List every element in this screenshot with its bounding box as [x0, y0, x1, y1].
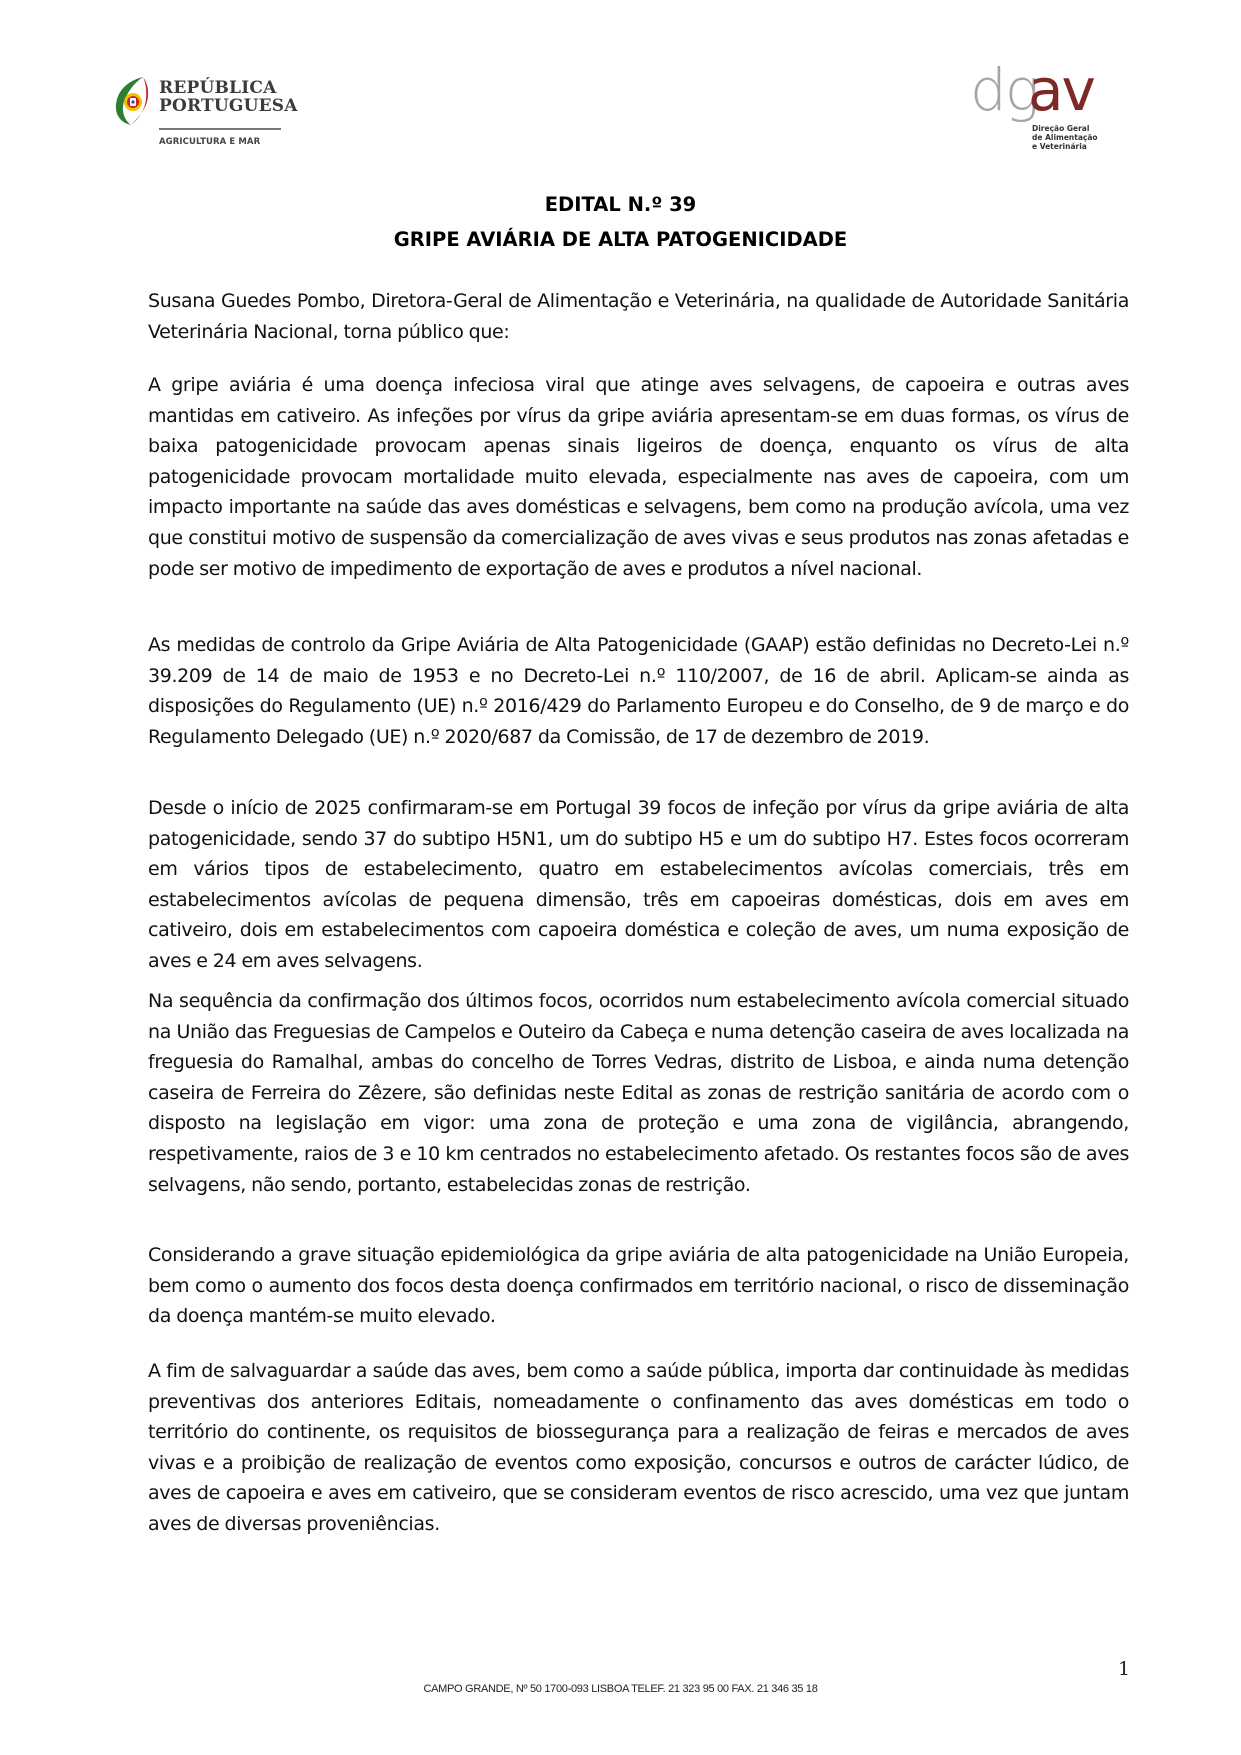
dgav-mark-gray: dg	[970, 56, 1038, 124]
document-subtitle: GRIPE AVIÁRIA DE ALTA PATOGENICIDADE	[393, 228, 848, 251]
dgav-name-line-1: Direção Geral	[1032, 124, 1090, 133]
paragraph-preventive-measures: A fim de salvaguardar a saúde das aves, bem como a saúde pública, importa dar continuidade às medidas preventivas dos anteriores Editais, nomeadamente o confinamento das aves domésticas em todo o território do continente, os requisitos de biossegurança para a realização de feiras e mercados de aves vivas e a proibição de realização de eventos como exposição, concursos e outros de carácter lúdico, de aves de capoeira e aves em cativeiro, que se consideram eventos de risco acrescido, uma vez que juntam aves de diversas proveniências.	[148, 1360, 1129, 1535]
paragraph-disease-description: A gripe aviária é uma doença infeciosa viral que atinge aves selvagens, de capoeira e outras aves mantidas em cativeiro. As infeções por vírus da gripe aviária apresentam-se em duas formas, os vírus de baixa patogenicidade provocam apenas sinais ligeiros de doença, enquanto os vírus de alta patogenicidade provocam mortalidade muito elevada, especialmente nas aves de capoeira, com um impacto importante na saúde das aves domésticas e selvagens, bem como na produção avícola, uma vez que constitui motivo de suspensão da comercialização de aves vivas e seus produtos nas zonas afetadas e pode ser motivo de impedimento de exportação de aves e produtos a nível nacional.	[148, 374, 1129, 580]
footer-address: CAMPO GRANDE, Nº 50 1700-093 LISBOA TELEF. 21 323 95 00 FAX. 21 346 35 18	[423, 1683, 818, 1695]
document-title: EDITAL N.º 39	[544, 193, 697, 216]
ministry-name: AGRICULTURA E MAR	[159, 137, 261, 147]
logo-line-2: PORTUGUESA	[159, 96, 298, 116]
dgav-mark-red: av	[1028, 56, 1094, 124]
republica-portuguesa-wordmark	[159, 79, 298, 115]
dgav-name-line-3: e Veterinária	[1032, 142, 1087, 151]
portugal-emblem-icon	[113, 75, 151, 127]
paragraph-risk-assessment: Considerando a grave situação epidemiológica da gripe aviária de alta patogenicidade na União Europeia, bem como o aumento dos focos desta doença confirmados em território nacional, o risco de disseminação da doença mantém-se muito elevado.	[148, 1244, 1129, 1328]
paragraph-restriction-zones: Na sequência da confirmação dos últimos focos, ocorridos num estabelecimento avícola comercial situado na União das Freguesias de Campelos e Outeiro da Cabeça e numa detenção caseira de aves localizada na freguesia do Ramalhal, ambas do concelho de Torres Vedras, distrito de Lisboa, e ainda numa detenção caseira de Ferreira do Zêzere, são definidas neste Edital as zonas de restrição sanitária de acordo com o disposto na legislação em vigor: uma zona de proteção e uma zona de vigilância, abrangendo, respetivamente, raios de 3 e 10 km centrados no estabelecimento afetado. Os restantes focos são de aves selvagens, não sendo, portanto, estabelecidas zonas de restrição.	[148, 990, 1129, 1196]
republica-portuguesa-logo	[113, 75, 298, 155]
logo-line-1: REPÚBLICA	[159, 78, 277, 98]
logo-divider	[159, 128, 281, 130]
paragraph-legal-framework: As medidas de controlo da Gripe Aviária de Alta Patogenicidade (GAAP) estão definidas no Decreto-Lei n.º 39.209 de 14 de maio de 1953 e no Decreto-Lei n.º 110/2007, de 16 de abril. Aplicam-se ainda as disposições do Regulamento (UE) n.º 2016/429 do Parlamento Europeu e do Conselho, de 9 de março e do Regulamento Delegado (UE) n.º 2020/687 da Comissão, de 17 de dezembro de 2019.	[148, 634, 1129, 748]
paragraph-outbreak-summary: Desde o início de 2025 confirmaram-se em Portugal 39 focos de infeção por vírus da gripe aviária de alta patogenicidade, sendo 37 do subtipo H5N1, um do subtipo H5 e um do subtipo H7. Estes focos ocorreram em vários tipos de estabelecimento, quatro em estabelecimentos avícolas comerciais, três em estabelecimentos avícolas de pequena dimensão, três em capoeiras domésticas, dois em aves em cativeiro, dois em estabelecimentos com capoeira doméstica e coleção de aves, um numa exposição de aves e 24 em aves selvagens.	[148, 797, 1129, 972]
dgav-logo	[970, 56, 1110, 158]
paragraph-intro: Susana Guedes Pombo, Diretora-Geral de Alimentação e Veterinária, na qualidade de Autoridade Sanitária Veterinária Nacional, torna público que:	[148, 290, 1129, 343]
dgav-full-name	[1032, 124, 1098, 151]
page-number: 1	[1118, 1658, 1131, 1680]
dgav-name-line-2: de Alimentação	[1032, 133, 1098, 142]
